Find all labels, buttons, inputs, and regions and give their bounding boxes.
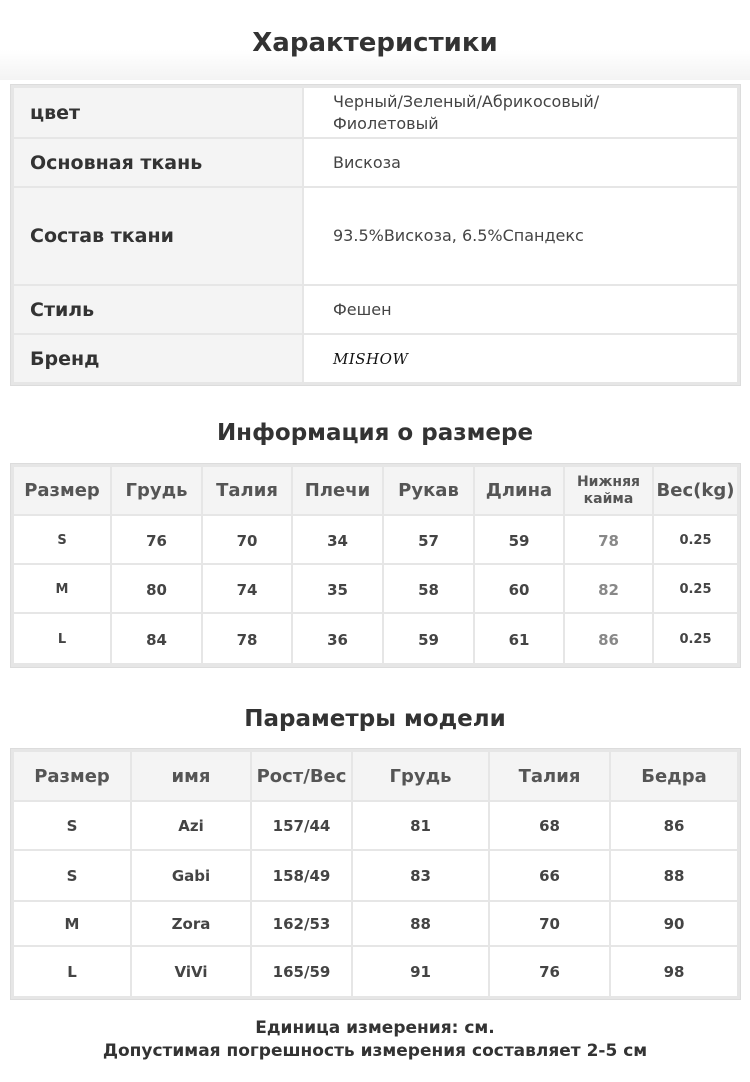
table-cell: 0.25 (654, 516, 737, 563)
table-cell: 58 (384, 565, 473, 612)
column-header: Рост/Вес (252, 752, 351, 800)
column-header: Талия (203, 467, 291, 514)
table-cell: 60 (475, 565, 563, 612)
spec-value: Фешен (304, 286, 737, 333)
table-cell: 34 (293, 516, 382, 563)
table-cell: 0.25 (654, 614, 737, 663)
column-header: Плечи (293, 467, 382, 514)
spec-row-brand (14, 335, 737, 382)
table-cell: 98 (611, 947, 737, 996)
table-cell: 88 (611, 851, 737, 900)
table-cell: 70 (203, 516, 291, 563)
spec-row-composition (14, 188, 737, 284)
table-cell: 66 (490, 851, 609, 900)
spec-key: Стиль (14, 286, 302, 333)
table-cell: 86 (611, 802, 737, 849)
spec-value (304, 335, 737, 382)
table-cell: S (14, 802, 130, 849)
model-params-title: Параметры модели (244, 706, 506, 732)
table-cell: 57 (384, 516, 473, 563)
table-cell: 91 (353, 947, 488, 996)
specs-table (10, 84, 741, 386)
table-cell: ViVi (132, 947, 250, 996)
column-header: Грудь (112, 467, 201, 514)
table-cell: 78 (565, 516, 652, 563)
table-cell: 76 (490, 947, 609, 996)
table-cell: L (14, 614, 110, 663)
table-cell: 84 (112, 614, 201, 663)
column-header: Нижняя кайма (565, 467, 652, 514)
column-header: Талия (490, 752, 609, 800)
spec-value: Черный/Зеленый/Абрикосовый/ Фиолетовый (304, 88, 737, 137)
column-header: Бедра (611, 752, 737, 800)
table-cell: 90 (611, 902, 737, 945)
table-cell: 59 (384, 614, 473, 663)
spec-row-color (14, 88, 737, 137)
column-header: Грудь (353, 752, 488, 800)
table-cell: 36 (293, 614, 382, 663)
table-cell: M (14, 902, 130, 945)
table-cell: 68 (490, 802, 609, 849)
spec-value: Вискоза (304, 139, 737, 186)
tolerance-note: Допустимая погрешность измерения составляет 2-5 см (102, 1041, 648, 1061)
column-header: Размер (14, 752, 130, 800)
table-cell: S (14, 516, 110, 563)
table-cell: Azi (132, 802, 250, 849)
table-cell: 61 (475, 614, 563, 663)
column-header: Длина (475, 467, 563, 514)
specs-title: Характеристики (252, 28, 498, 58)
column-header: Вес(kg) (654, 467, 737, 514)
model-params-table (10, 748, 741, 1000)
column-header: имя (132, 752, 250, 800)
size-info-title: Информация о размере (216, 420, 534, 446)
spec-key: Основная ткань (14, 139, 302, 186)
table-cell: 158/49 (252, 851, 351, 900)
table-cell: 88 (353, 902, 488, 945)
table-cell: 74 (203, 565, 291, 612)
table-cell: Zora (132, 902, 250, 945)
table-cell: L (14, 947, 130, 996)
table-cell: 157/44 (252, 802, 351, 849)
table-cell: 162/53 (252, 902, 351, 945)
table-cell: 82 (565, 565, 652, 612)
table-cell: 35 (293, 565, 382, 612)
table-cell: 80 (112, 565, 201, 612)
table-cell: 59 (475, 516, 563, 563)
table-cell: M (14, 565, 110, 612)
table-cell: 0.25 (654, 565, 737, 612)
table-cell: 78 (203, 614, 291, 663)
spec-value: 93.5%Вискоза, 6.5%Спандекс (304, 188, 737, 284)
table-cell: S (14, 851, 130, 900)
table-cell: 76 (112, 516, 201, 563)
brand-logo: MISHOW (333, 349, 409, 368)
spec-row-fabric (14, 139, 737, 186)
table-cell: Gabi (132, 851, 250, 900)
unit-note: Единица измерения: см. (255, 1018, 495, 1038)
table-cell: 70 (490, 902, 609, 945)
table-cell: 86 (565, 614, 652, 663)
table-cell: 165/59 (252, 947, 351, 996)
column-header: Рукав (384, 467, 473, 514)
table-cell: 81 (353, 802, 488, 849)
spec-key: цвет (14, 88, 302, 137)
spec-row-style (14, 286, 737, 333)
column-header: Размер (14, 467, 110, 514)
table-cell: 83 (353, 851, 488, 900)
spec-key: Состав ткани (14, 188, 302, 284)
size-info-table (10, 463, 741, 668)
spec-key: Бренд (14, 335, 302, 382)
